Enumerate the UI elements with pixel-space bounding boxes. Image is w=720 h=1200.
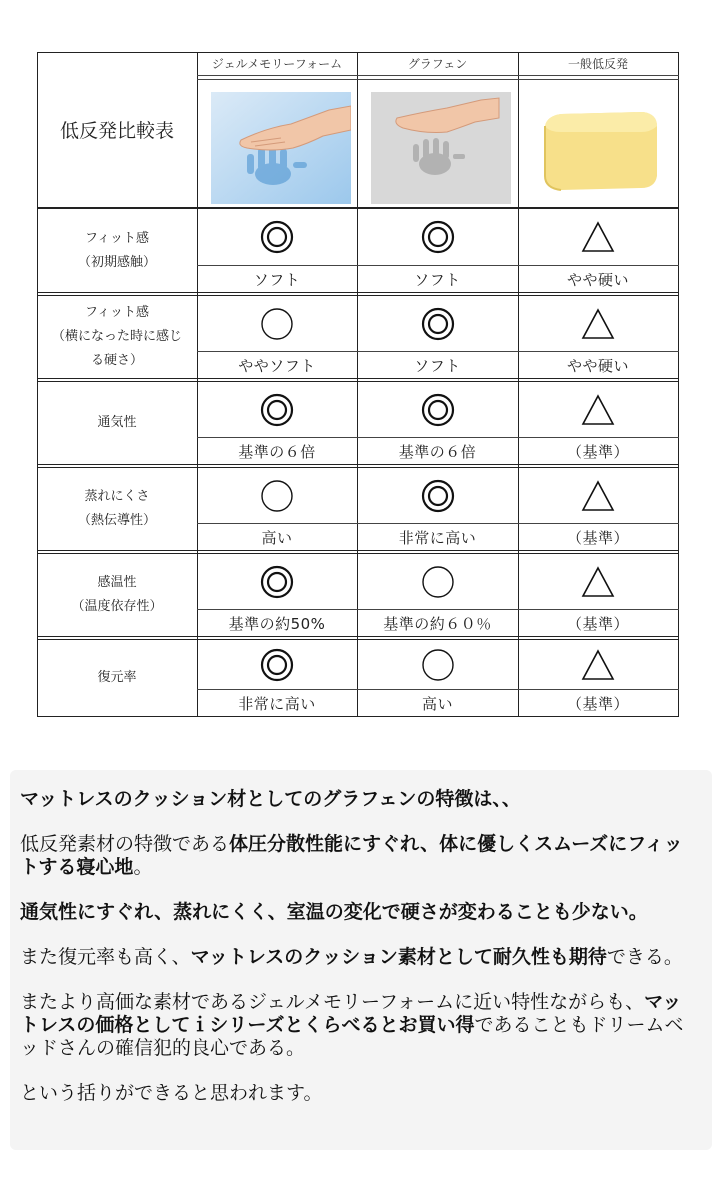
value-cell: （基準）	[566, 694, 629, 713]
triangle-icon	[518, 468, 678, 523]
value-cell: 高い	[421, 694, 453, 713]
value-cell: 高い	[261, 528, 293, 547]
row-label-breathability: 通気性	[97, 415, 137, 430]
triangle-icon	[518, 296, 678, 351]
value-cell: （基準）	[566, 442, 629, 461]
value-cell: 非常に高い	[398, 528, 477, 547]
value-cell: ソフト	[414, 356, 461, 375]
value-cell: 非常に高い	[238, 694, 316, 713]
value-cell: ややソフト	[238, 356, 316, 375]
note-paragraph-1: マットレスのクッション材としてのグラフェンの特徴は、、	[20, 788, 521, 810]
note-paragraph-5: またより高価な素材であるジェルメモリーフォームに近い特性ながらも、マットレスの価格としてｉシリーズとくらべるとお買い得であることもドリームベッドさんの確信犯的良心である。	[20, 991, 684, 1059]
double-circle-icon	[357, 209, 518, 265]
row-label-humidity: 蒸れにくさ （熱伝導性）	[77, 489, 156, 528]
value-cell: 基準の約50%	[228, 614, 326, 633]
comparison-table	[37, 52, 679, 717]
row-label-recovery-rate: 復元率	[97, 670, 137, 685]
value-cell: （基準）	[566, 614, 629, 633]
row-label-fit-initial: フィット感 （初期感触）	[77, 230, 156, 270]
note-paragraph-6: という括りができると思われます。	[20, 1082, 323, 1104]
double-circle-icon	[197, 382, 357, 437]
triangle-icon	[518, 554, 678, 609]
circle-icon	[197, 468, 357, 523]
table-title: 低反発比較表	[59, 120, 174, 142]
note-paragraph-3: 通気性にすぐれ、蒸れにくく、室温の変化で硬さが変わることも少ない。	[20, 901, 648, 923]
graphene-foam-image	[371, 92, 511, 204]
double-circle-icon	[197, 554, 357, 609]
value-cell: （基準）	[566, 528, 629, 547]
gel-memory-foam-image	[211, 92, 351, 204]
double-circle-icon	[197, 640, 357, 689]
row-label-fit-lying: フィット感 （横になった時に感じ る硬さ）	[51, 305, 182, 368]
column-header-gel-memory-foam: ジェルメモリーフォーム	[211, 57, 343, 71]
double-circle-icon	[197, 209, 357, 265]
row-label-temperature-sensitivity: 感温性 （温度依存性）	[71, 575, 163, 614]
circle-icon	[357, 640, 518, 689]
general-low-rebound-foam-image	[531, 92, 671, 204]
triangle-icon	[518, 640, 678, 689]
value-cell: ソフト	[414, 270, 461, 289]
value-cell: 基準の約６０％	[383, 614, 492, 633]
double-circle-icon	[357, 382, 518, 437]
value-cell: 基準の６倍	[238, 442, 316, 461]
value-cell: やや硬い	[566, 356, 629, 375]
value-cell: ソフト	[253, 270, 301, 289]
summary-note	[10, 770, 712, 1150]
circle-icon	[197, 296, 357, 351]
triangle-icon	[518, 209, 678, 265]
note-paragraph-4: また復元率も高く、マットレスのクッション素材として耐久性も期待できる。	[20, 946, 683, 968]
double-circle-icon	[357, 468, 518, 523]
double-circle-icon	[357, 296, 518, 351]
triangle-icon	[518, 382, 678, 437]
note-paragraph-2: 低反発素材の特徴である体圧分散性能にすぐれ、体に優しくスムーズにフィットする寝心地。	[20, 833, 683, 878]
value-cell: やや硬い	[566, 270, 629, 289]
value-cell: 基準の６倍	[398, 442, 477, 461]
column-header-graphene: グラフェン	[407, 57, 468, 71]
column-header-general-low-rebound: 一般低反発	[567, 57, 628, 71]
circle-icon	[357, 554, 518, 609]
